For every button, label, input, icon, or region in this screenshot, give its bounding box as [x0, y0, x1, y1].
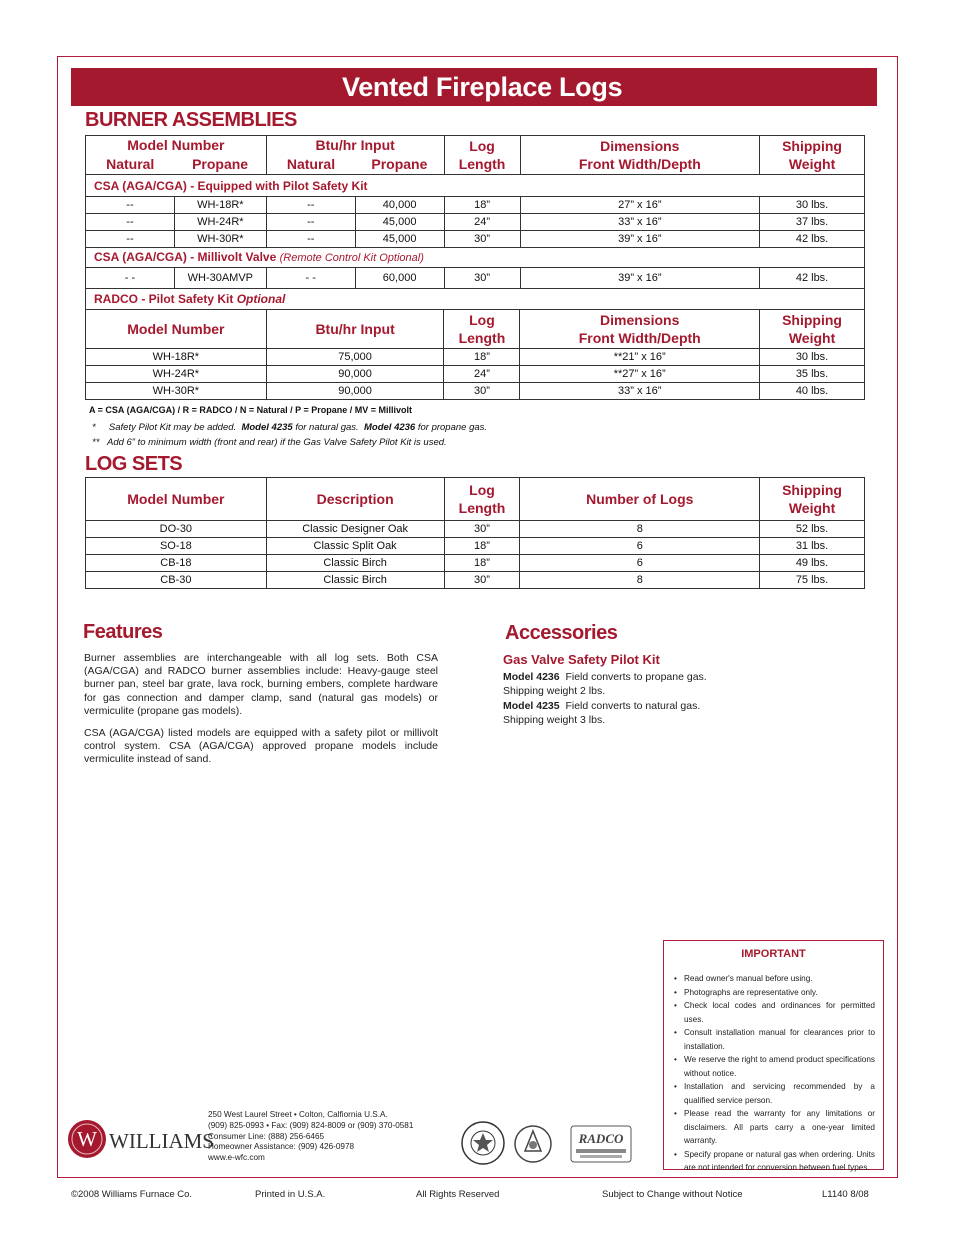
table-row: WH-18R* 75,000 18” **21” x 16” 30 lbs.: [86, 349, 865, 366]
accessory-kit-title: Gas Valve Safety Pilot Kit: [503, 652, 660, 667]
logsets-col-description: Description: [266, 478, 444, 521]
radco-col-model-number: Model Number: [86, 310, 267, 349]
svg-text:RADCO: RADCO: [578, 1131, 624, 1146]
footnote-1: * Safety Pilot Kit may be added. Model 4235 for natural gas. Model 4236 for propane gas.: [92, 422, 488, 433]
log-sets-heading: LOG SETS: [85, 453, 183, 475]
williams-logo: [67, 1117, 214, 1166]
radco-col-btu: Btu/hr Input: [266, 310, 444, 349]
logsets-col-log-length: Log Length: [444, 478, 520, 521]
features-heading: Features: [83, 621, 163, 643]
svg-text:WILLIAMS: WILLIAMS: [109, 1129, 214, 1153]
col-shipping-weight: Shipping Weight: [760, 136, 865, 175]
radco-subheading: RADCO - Pilot Safety Kit Optional: [86, 289, 865, 310]
logsets-col-number-of-logs: Number of Logs: [520, 478, 760, 521]
radco-badge-icon: [570, 1124, 632, 1169]
list-item: • Check local codes and ordinances for permitted uses.: [674, 999, 875, 1026]
svg-text:W: W: [77, 1127, 97, 1151]
list-item: • Please read the warranty for any limitations or disclaimers. All parts carry a one-year limited warranty.: [674, 1107, 875, 1148]
radco-col-shipping-weight: Shipping Weight: [760, 310, 865, 349]
col-propane-btu: Propane: [355, 155, 444, 175]
col-dimensions: Dimensions Front Width/Depth: [520, 136, 760, 175]
burner-assemblies-heading: BURNER ASSEMBLIES: [85, 109, 297, 131]
list-item: • We reserve the right to amend product specifications without notice.: [674, 1053, 875, 1080]
radco-col-dimensions: Dimensions Front Width/Depth: [520, 310, 760, 349]
table-row: CB-30 Classic Birch 30” 8 75 lbs.: [86, 572, 865, 589]
logsets-col-model-number: Model Number: [86, 478, 267, 521]
log-sets-table: [85, 477, 865, 589]
table-row: WH-24R* 90,000 24” **27” x 16” 35 lbs.: [86, 366, 865, 383]
radco-table: [85, 309, 865, 400]
accessory-list: Model 4236 Field converts to propane gas. Shipping weight 2 lbs. Model 4235 Field converts to natural gas. Shipping weight 3 lbs.: [503, 671, 707, 726]
footer-printed: Printed in U.S.A.: [255, 1189, 326, 1200]
important-title: IMPORTANT: [741, 948, 806, 960]
accessories-heading: Accessories: [505, 622, 618, 644]
list-item: • Specify propane or natural gas when ordering. Units are not intended for conversion between fuel types.: [674, 1148, 875, 1175]
list-item: • Photographs are representative only.: [674, 986, 875, 1000]
col-log-length: Log Length: [444, 136, 520, 175]
table-row: -- WH-24R* -- 45,000 24” 33” x 16” 37 lbs.: [86, 214, 865, 231]
table-row: DO-30 Classic Designer Oak 30” 8 52 lbs.: [86, 521, 865, 538]
table-row: WH-30R* 90,000 30” 33” x 16” 40 lbs.: [86, 383, 865, 400]
footnote-2: ** Add 6” to minimum width (front and rear) if the Gas Valve Safety Pilot Kit is used.: [92, 437, 447, 448]
logsets-col-shipping-weight: Shipping Weight: [760, 478, 865, 521]
table-row: SO-18 Classic Split Oak 18” 6 31 lbs.: [86, 538, 865, 555]
certification-seal-icon: [460, 1120, 506, 1171]
important-box: [663, 940, 884, 1170]
table-row: -- WH-18R* -- 40,000 18” 27” x 16” 30 lbs.: [86, 197, 865, 214]
list-item: • Installation and servicing recommended by a qualified service person.: [674, 1080, 875, 1107]
col-propane: Propane: [174, 155, 266, 175]
list-item: • Consult installation manual for clearances prior to installation.: [674, 1026, 875, 1053]
col-natural: Natural: [86, 155, 175, 175]
footer-subject: Subject to Change without Notice: [602, 1189, 743, 1200]
burner-table: [85, 135, 865, 310]
features-paragraph-2: CSA (AGA/CGA) listed models are equipped with a safety pilot or millivolt control system. CSA (AGA/CGA) approved propane models include vermiculite instead of sand.: [84, 727, 438, 766]
footer-code: L1140 8/08: [822, 1189, 869, 1200]
col-natural-btu: Natural: [266, 155, 355, 175]
footer-copyright: ©2008 Williams Furnace Co.: [71, 1189, 193, 1200]
abbreviation-legend: A = CSA (AGA/CGA) / R = RADCO / N = Natural / P = Propane / MV = Millivolt: [89, 405, 412, 415]
features-paragraph-1: Burner assemblies are interchangeable with all log sets. Both CSA (AGA/CGA) and RADCO burner assemblies include: Heavy-gauge steel burner pan, steel bar grate, lava rock, burning embers, complete hardware for gas connection and damper clamp, sand (natural gas models) or vermiculite (propane gas models).: [84, 652, 438, 717]
csa-badge-icon: [512, 1123, 554, 1170]
list-item: • Read owner's manual before using.: [674, 972, 875, 986]
csa-pilot-subheading: CSA (AGA/CGA) - Equipped with Pilot Safety Kit: [86, 175, 865, 197]
col-btu: Btu/hr Input: [266, 136, 444, 155]
radco-col-log-length: Log Length: [444, 310, 520, 349]
col-model-number: Model Number: [86, 136, 267, 155]
company-address: 250 West Laurel Street • Colton, Calfiornia U.S.A. (909) 825-0993 • Fax: (909) 824-8009 or (909) 370-0581 Consumer Line: (888) 256-6465 Homeowner Assistance: (909) 426-0978 www.e-wfc.com: [208, 1110, 414, 1163]
csa-millivolt-subheading: CSA (AGA/CGA) - Millivolt Valve (Remote Control Kit Optional): [86, 248, 865, 268]
footer-rights: All Rights Reserved: [416, 1189, 500, 1200]
table-row: CB-18 Classic Birch 18” 6 49 lbs.: [86, 555, 865, 572]
table-row: -- WH-30R* -- 45,000 30” 39” x 16” 42 lbs.: [86, 231, 865, 248]
page-title: Vented Fireplace Logs: [71, 68, 877, 106]
table-row: - - WH-30AMVP - - 60,000 30” 39” x 16” 42 lbs.: [86, 268, 865, 289]
